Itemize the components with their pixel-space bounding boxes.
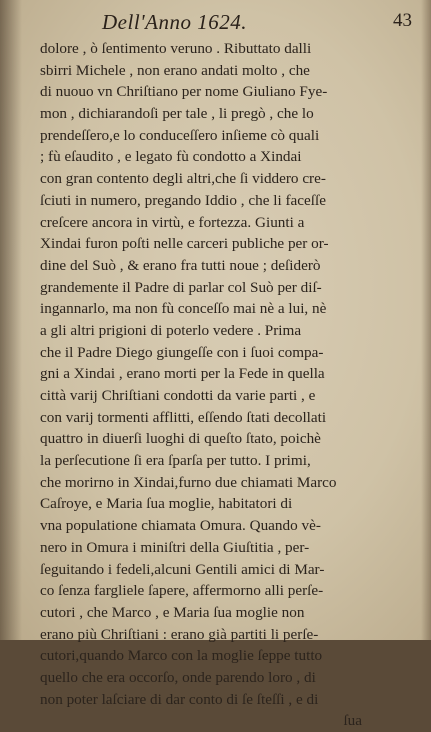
text-line: mon , dichiarandoſi per tale , li pregò , che lo [40, 105, 314, 123]
text-line: quello che era occorſo, onde parendo loro , di [40, 668, 316, 686]
text-line: che morirno in Xindai,furno due chiamati Marco [40, 473, 337, 491]
text-line: erano più Chriſtiani : erano già partiti li perſe- [40, 625, 319, 643]
text-line: con varij tormenti afflitti, eſſendo ſtati decollati [40, 408, 327, 426]
text-line: di nuouo vn Chriſtiano per nome Giuliano Fye- [40, 83, 328, 101]
text-line: città varij Chriſtiani condotti da varie parti , e [40, 387, 316, 404]
text-line: grandemente il Padre di parlar col Suò per diſ- [40, 278, 322, 296]
text-line: con gran contento degli altri,che ſi viddero cre- [40, 170, 326, 188]
body-text [40, 38, 400, 732]
text-line: la perſecutione ſi era ſparſa per tutto. I primi, [40, 452, 311, 470]
text-line: a gli altri prigioni di poterlo vedere . Prima [40, 321, 302, 339]
text-line: ingannarlo, ma non fù conceſſo mai nè a lui, nè [40, 300, 327, 318]
text-line: quattro in diuerſi luoghi di queſto ſtato, poichè [40, 430, 321, 448]
catchword-row [40, 710, 400, 732]
text-line: gni a Xindai , erano morti per la Fede in quella [40, 365, 325, 383]
spine-shadow [0, 0, 22, 640]
text-line: dine del Suò , & erano fra tutti noue ; deſiderò [40, 256, 321, 274]
running-head: Dell'Anno 1624. [102, 10, 247, 34]
text-line: vna populatione chiamata Omura. Quando vè- [40, 517, 321, 535]
text-line: Caſroye, e Maria ſua moglie, habitatori di [40, 495, 293, 513]
text-line: creſcere ancora in virtù, e fortezza. Giunti a [40, 213, 305, 231]
text-line: ſciuti in numero, pregando Iddio , che li faceſſe [40, 191, 326, 209]
text-line: cutori,quando Marco con la moglie ſeppe tutto [40, 647, 323, 665]
text-line: che il Padre Diego giungeſſe con i ſuoi compa- [40, 343, 324, 361]
catchword: ſua [343, 712, 362, 730]
page-edge [421, 0, 431, 640]
text-line: cutori , che Marco , e Maria ſua moglie non [40, 603, 305, 621]
text-line: nero in Omura i miniſtri della Giuſtitia , per- [40, 538, 310, 556]
text-line: dolore , ò ſentimento veruno . Ributtato dalli [40, 40, 312, 57]
text-line: ſeguitando i fedeli,alcuni Gentili amici di Mar- [40, 560, 325, 578]
page-number: 43 [393, 10, 412, 31]
text-line: non poter laſciare di dar conto di ſe ſteſſi , e di [40, 690, 319, 708]
text-line: Xindai furon poſti nelle carceri publiche per or- [40, 235, 329, 253]
text-line: prendeſſero,e lo conduceſſero inſieme cò quali [40, 126, 320, 144]
text-line: co ſenza fargliele ſapere, affermorno alli perſe- [40, 582, 324, 600]
text-line: sbirri Michele , non erano andati molto , che [40, 61, 310, 79]
page-header [40, 8, 412, 38]
text-line: ; fù eſaudito , e legato fù condotto a Xindai [40, 148, 302, 166]
